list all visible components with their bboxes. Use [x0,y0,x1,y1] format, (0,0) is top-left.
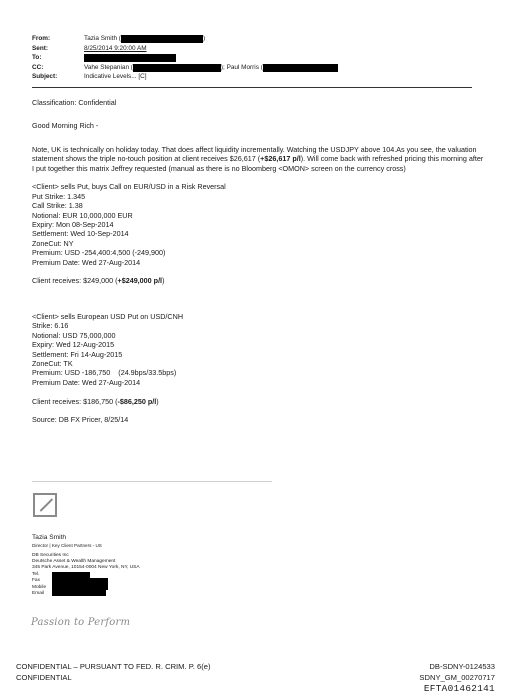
cc-label: CC: [32,63,44,71]
subject-label: Subject: [32,73,58,81]
note-paragraph [32,145,487,173]
signature-division: Deutsche Asset & Wealth Management [32,559,116,565]
trade-1-line: Settlement: Wed 10-Sep-2014 [32,229,129,239]
trade-1-line: Premium: USD -254,400:4,500 (-249,900) [32,248,166,258]
subject-row [32,72,472,82]
greeting: Good Morning Rich - [32,121,99,131]
trade-1 [32,182,487,285]
trade-1-client-receives: Client receives: $249,000 (+$249,000 p/l) [32,276,165,286]
signature-block [32,533,282,596]
redaction-bar [52,578,108,584]
source-line: Source: DB FX Pricer, 8/25/14 [32,415,129,425]
footer-confidential-rule: CONFIDENTIAL – PURSUANT TO FED. R. CRIM. P. 6(e) [16,662,211,671]
trade-2-client-receives: Client receives: $186,750 (-$86,250 p/l) [32,396,159,406]
tel-label: Tel. [32,572,40,578]
redaction-bar [52,572,90,578]
email-label: Email [32,590,44,596]
bates-number-db: DB-SDNY-0124533 [429,662,495,671]
trade-2 [32,312,487,406]
note-text-1: Note, UK is technically on holiday today. That does affect liquidity incrementally. Watching the USDJPY above 104.As you see, the valuation statement shows the triple no-touch position at client receives $26,617 ( [32,144,477,164]
footer-left [16,661,211,683]
sent-label: Sent: [32,44,48,52]
trade-2-line: Strike: 6.16 [32,321,69,331]
classification: Classification: Confidential [32,98,117,107]
from-label: From: [32,35,51,42]
email-row [32,590,282,596]
trade-1-line: ZoneCut: NY [32,238,74,248]
trade-1-line: Premium Date: Wed 27-Aug-2014 [32,257,141,267]
footer-right [419,661,495,694]
sent-value: 8/25/2014 9:20:00 AM [84,44,147,52]
redaction-bar [133,64,221,72]
bates-number-sdny: SDNY_GM_00270717 [419,673,495,682]
signature-divider [32,481,272,482]
to-label: To: [32,54,42,62]
to-row [32,53,472,63]
fax-label: Fax [32,578,40,584]
trade-1-line: Notional: EUR 10,000,000 EUR [32,210,133,220]
signature-company: DB Securities Inc [32,553,69,558]
signature-title: Director | Key Client Partners - US [32,543,102,548]
trade-2-line: Expiry: Wed 12-Aug-2015 [32,340,115,350]
trade-1-line: Put Strike: 1.345 [32,191,86,201]
signature-address: 345 Park Avenue, 10154-0004 New York, NY, USA [32,565,140,571]
redaction-bar [84,54,176,62]
note-text-2: ). Will come back with refreshed pricing this morning after I put together this matrix Jeffrey requested (manual as there is no Bloomberg <OMON> screen on the currency cross) [32,154,484,173]
footer-confidential: CONFIDENTIAL [16,673,72,682]
from-close-paren: ) [202,35,206,42]
sent-row [32,44,472,54]
email-body [32,98,487,425]
redaction-bar [121,35,206,43]
trade-2-line: Settlement: Fri 14-Aug-2015 [32,349,123,359]
email-header [32,34,472,82]
redaction-bar [52,584,108,590]
cc-value-1: Vahe Stepanian ( [84,63,133,71]
trade-2-premium-date: Premium Date: Wed 27-Aug-2014 [32,377,141,387]
trade-2-line: ZoneCut: TK [32,358,73,368]
note-bold: +$26,617 p/l [260,154,301,164]
trade-2-premium: Premium: USD -186,750 (24.9bps/33.5bps) [32,368,177,378]
subject-value: Indicative Levels... [C] [84,73,147,81]
bates-number-efta: EFTA01462141 [423,683,495,694]
trade-2-line: <Client> sells European USD Put on USD/CNH [32,311,184,321]
signature-name: Tazia Smith [32,534,67,541]
redaction-bar [52,590,106,596]
passion-to-perform-slogan: Passion to Perform [31,617,131,628]
trade-1-line: <Client> sells Put, buys Call on EUR/USD in a Risk Reversal [32,182,226,192]
cc-value-2: ); Paul Morris ( [220,63,263,71]
mobile-label: Mobile [32,584,47,590]
cc-row [32,63,472,73]
deutsche-bank-logo-icon [33,493,57,517]
from-row [32,34,472,44]
from-value: Tazia Smith ( [84,35,121,42]
trade-2-line: Notional: USD 75,000,000 [32,330,116,340]
redaction-bar [263,64,338,72]
trade-1-line: Expiry: Mon 08-Sep-2014 [32,220,114,230]
header-divider [32,87,472,88]
trade-1-line: Call Strike: 1.38 [32,201,83,211]
